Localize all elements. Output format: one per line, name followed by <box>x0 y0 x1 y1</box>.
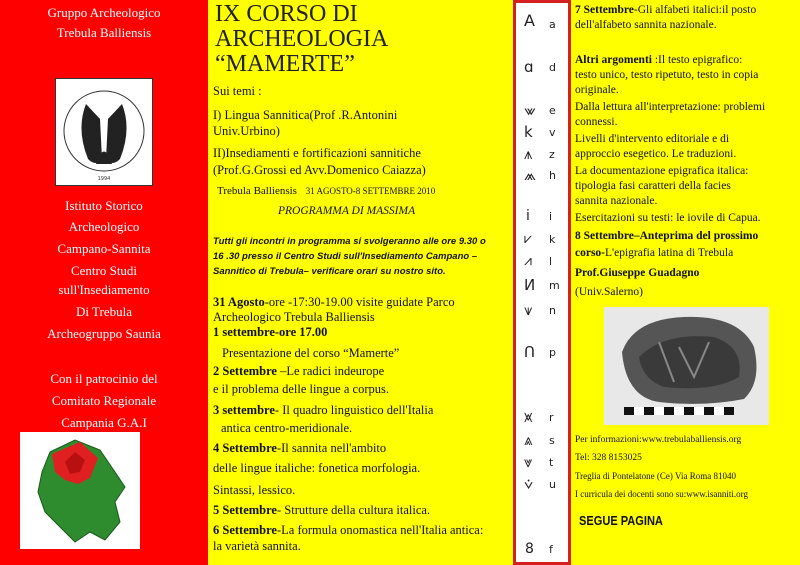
latin-letter: p <box>549 346 556 359</box>
theme2-line2: (Prof.G.Grossi ed Avv.Domenico Caiazza) <box>213 163 426 177</box>
session-sep3 <box>213 403 433 418</box>
info-phone: Tel: 328 8153025 <box>575 453 642 463</box>
oscan-glyph: ɑ <box>524 58 534 76</box>
latin-letter: d <box>549 61 556 74</box>
group-name-line2: Trebula Balliensis <box>56 25 152 40</box>
topic-exercises: Esercitazioni su testi: le iovile di Capua. <box>575 212 761 224</box>
topic-sep7 <box>575 3 756 18</box>
themes-intro: Sui temi : <box>213 84 262 98</box>
logo-graphic <box>56 79 152 185</box>
session-sep5-text: - Strutture della cultura italica. <box>276 503 431 517</box>
speaker-university: (Univ.Salerno) <box>575 286 643 298</box>
topic-sep7-text2: dell'alfabeto sannita nazionale. <box>575 19 717 31</box>
topic-levels2: approccio esegetico. Le traduzioni. <box>575 148 737 160</box>
latin-letter: s <box>549 434 555 447</box>
topic-sep8-head: 8 Settembre–Anteprima del prossimo <box>575 230 759 242</box>
session-sep4-text2: delle lingue italiche: fonetica morfologia. <box>213 461 421 475</box>
latin-letter: f <box>549 543 553 556</box>
topic-sep7-date: 7 Settembre <box>575 4 634 16</box>
session-sep3-text2: antica centro-meridionale. <box>221 421 353 435</box>
topic-reading: Dalla lettura all'interpretazione: problemi <box>575 101 766 113</box>
latin-letter: t <box>549 456 554 469</box>
topic-sep7-text: -Gli alfabeti italici:il posto <box>633 4 757 16</box>
theme1-line1: I) Lingua Sannitica(Prof .R.Antonini <box>213 108 398 122</box>
next-page-label: SEGUE PAGINA <box>579 513 663 528</box>
patronage-line1: Con il patrocinio del <box>50 371 158 386</box>
patronage-line2: Comitato Regionale <box>51 393 157 408</box>
latin-letter: r <box>549 411 554 424</box>
institute-line5: sull'Insediamento <box>58 282 150 297</box>
topic-other-text3: originale. <box>575 84 619 96</box>
topic-other-head: Altri argomenti <box>575 54 652 66</box>
oscan-glyph: 8 <box>525 541 534 557</box>
info-website: Per informazioni:www.trebulaballiensis.org <box>575 435 742 445</box>
inscription-photo-graphic <box>604 307 769 425</box>
oscan-glyph: ⩓ <box>524 431 533 449</box>
notice-line1: Tutti gli incontri in programma si svolgeranno alle ore 9.30 o <box>213 236 486 247</box>
latin-letter: k <box>549 233 556 246</box>
theme1-line2: Univ.Urbino) <box>213 124 280 138</box>
title-line2: ARCHEOLOGIA <box>215 26 389 52</box>
program-panel <box>208 0 513 565</box>
info-address: Treglia di Pontelatone (Ce) Via Roma 81040 <box>575 471 736 481</box>
institute-line3: Campano-Sannita <box>57 241 151 256</box>
session-sep4-text3: Sintassi, lessico. <box>213 483 296 497</box>
session-sep2-text2: e il problema delle lingue a corpus. <box>213 382 389 396</box>
session-aug31-date: 31 Agosto <box>213 295 265 309</box>
latin-letter: z <box>549 148 555 161</box>
oscan-glyph: ⩔ <box>524 453 533 471</box>
inscription-photo <box>604 307 769 425</box>
session-sep3-date: 3 settembre <box>213 403 275 417</box>
theme2-line1: II)Insediamenti e fortificazioni sannitiche <box>213 146 421 160</box>
logo-year: 1994 <box>97 176 111 182</box>
course-title <box>215 2 388 77</box>
topic-other-text2: testo unico, testo ripetuto, testo in copia <box>575 69 759 81</box>
oscan-glyph: И <box>524 276 536 294</box>
oscan-glyph: ⩕ <box>524 166 536 184</box>
oscan-glyph: Ո <box>524 343 535 361</box>
date-range: 31 AGOSTO-8 SETTEMBRE 2010 <box>305 186 436 196</box>
session-sep5-date: 5 Settembre <box>213 503 277 517</box>
topic-documentation3: sannita nazionale. <box>575 195 658 207</box>
topic-sep8-text: L'epigrafia latina di Trebula <box>605 247 734 259</box>
latin-letter: l <box>549 255 553 268</box>
session-aug31 <box>213 295 455 310</box>
latin-letter: u <box>549 478 556 491</box>
session-sep5 <box>213 503 430 518</box>
notice-line3: Sannitico di Trebula– verificare orari su nostro sito. <box>213 266 446 277</box>
institute-line7: Archeogruppo Saunia <box>47 326 161 341</box>
topic-sep8-head2: corso- <box>575 247 606 259</box>
oscan-glyph: А <box>524 11 535 30</box>
session-sep2-text: –Le radici indeurope <box>276 364 385 378</box>
latin-letter: v <box>549 126 556 139</box>
oscan-alphabet-strip <box>513 0 571 565</box>
session-sep4 <box>213 441 386 456</box>
session-sep6 <box>213 523 483 538</box>
session-sep4-date: 4 Settembre <box>213 441 277 455</box>
institute-line6: Di Trebula <box>76 304 132 319</box>
latin-letter: i <box>549 210 553 223</box>
program-heading: PROGRAMMA DI MASSIMA <box>278 205 416 217</box>
session-sep2-date: 2 Settembre <box>213 364 277 378</box>
oscan-glyph: ⩚ <box>524 145 533 163</box>
notice-line2: 16 .30 presso il Centro Studi sull'Insediamento Campano – <box>213 251 478 262</box>
oscan-glyph: k <box>524 123 533 141</box>
latin-letter: m <box>549 279 560 292</box>
session-sep6-date: 6 Settembre <box>213 523 277 537</box>
topic-documentation: La documentazione epigrafica italica: <box>575 165 749 177</box>
topic-sep8 <box>575 246 733 261</box>
topic-documentation2: tipologia fasi caratteri della facies <box>575 180 731 192</box>
latin-letter: a <box>549 18 556 31</box>
topic-other <box>575 53 742 68</box>
topic-other-text: :Il testo epigrafico: <box>651 54 743 66</box>
institute-line2: Archeologico <box>68 219 140 234</box>
campania-map <box>20 432 140 549</box>
oscan-glyph: ⩗ <box>524 231 532 247</box>
title-line3: “MAMERTE” <box>215 51 355 77</box>
oscan-glyph: ⩙ <box>524 408 533 426</box>
title-line1: IX CORSO DI <box>215 1 358 27</box>
session-aug31-text2: Archeologico Trebula Balliensis <box>213 310 375 324</box>
session-sep6-text: -La formula onomastica nell'Italia antica: <box>276 523 484 537</box>
topic-levels: Livelli d'intervento editoriale e di <box>575 133 730 145</box>
institute-line4: Centro Studi <box>70 263 138 278</box>
place-date <box>217 185 435 197</box>
speaker-name: Prof.Giuseppe Guadagno <box>575 267 700 279</box>
session-sep1-text: Presentazione del corso “Mamerte” <box>222 346 400 360</box>
session-sep3-text: - Il quadro linguistico dell'Italia <box>274 403 434 417</box>
latin-letter: h <box>549 169 556 182</box>
oscan-glyph: i <box>526 208 530 224</box>
left-panel <box>0 0 208 565</box>
info-curricula: I curricula dei docenti sono su:www.isanniti.org <box>575 489 748 499</box>
session-sep2 <box>213 364 384 379</box>
latin-letter: n <box>549 304 556 317</box>
session-sep1-date: 1 settembre-ore 17.00 <box>213 325 328 339</box>
patronage-line3: Campania G.A.I <box>61 415 147 430</box>
group-name-line1: Gruppo Archeologico <box>47 5 161 20</box>
oscan-glyph: ⩘ <box>524 253 532 269</box>
session-aug31-text: -ore -17:30-19.00 visite guidate Parco <box>264 295 455 309</box>
session-sep4-text: -Il sannita nell'ambito <box>276 441 387 455</box>
group-logo <box>55 78 153 186</box>
oscan-glyph: ⩖ <box>524 101 536 119</box>
session-sep6-text2: la varietà sannita. <box>213 539 301 553</box>
oscan-glyph: ⩒ <box>524 475 534 493</box>
oscan-glyph: ⩛ <box>524 301 533 319</box>
latin-letter: e <box>549 104 556 117</box>
topic-reading2: connessi. <box>575 116 618 128</box>
institute-line1: Istituto Storico <box>65 198 143 213</box>
campania-map-graphic <box>20 432 140 549</box>
place-name: Trebula Balliensis <box>217 185 297 197</box>
topics-panel <box>571 0 800 565</box>
